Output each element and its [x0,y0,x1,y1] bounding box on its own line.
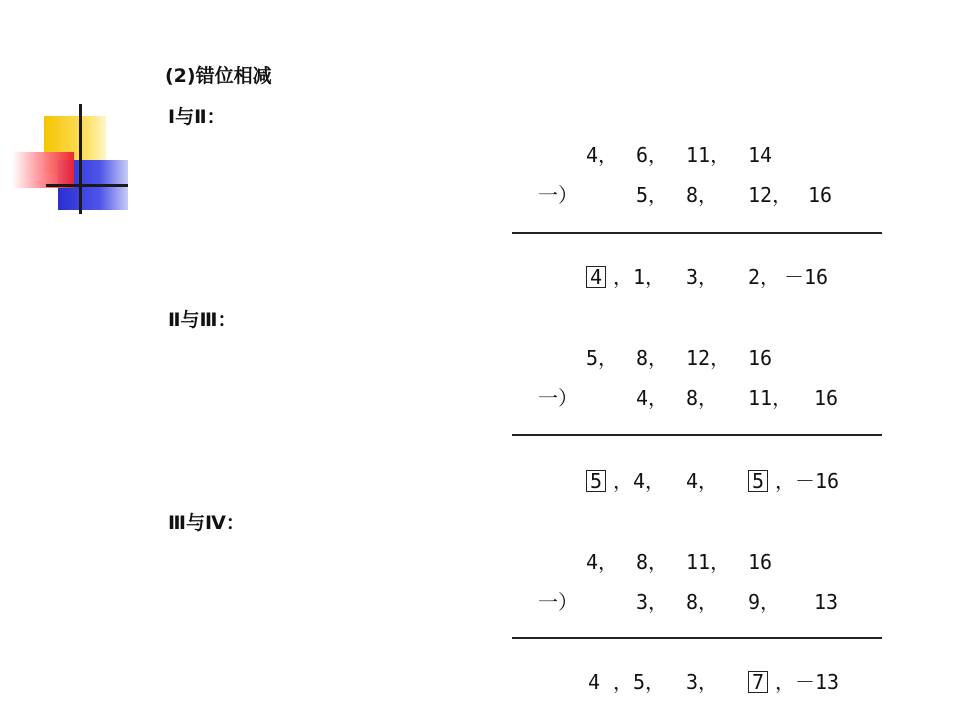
result-value: ，4， [613,469,666,493]
logo-vertical-line [79,104,82,214]
top-value: 16 [748,346,773,370]
bottom-value: 8， [686,183,719,207]
boxed-result: 7 [748,671,768,693]
top-value: 14 [748,143,773,167]
bottom-value: 5， [636,183,669,207]
result-value [586,469,606,493]
boxed-result: 5 [748,470,768,492]
logo-red-square [12,152,74,188]
result-value: ，5， [613,670,666,694]
bottom-value: 9， [748,590,781,614]
decorative-logo [0,0,140,230]
block-label: Ⅲ与Ⅳ： [168,512,245,534]
subtraction-rule [512,232,882,234]
bottom-value: 8， [686,590,719,614]
bottom-value: 11， [748,386,793,410]
minus-operator: 一） [538,183,578,207]
top-value: 4， [586,550,619,574]
section-title: (2)错位相减 [165,65,272,87]
bottom-value: 13 [814,590,839,614]
result-value: ，1， [613,265,666,289]
bottom-value: 4， [636,386,669,410]
top-value: 8， [636,550,669,574]
bottom-value: 3， [636,590,669,614]
bottom-value: 12， [748,183,793,207]
subtraction-rule [512,637,882,639]
result-value: 3， [686,670,719,694]
result-value [748,670,768,694]
top-value: 8， [636,346,669,370]
result-value: 3， [686,265,719,289]
minus-operator: 一） [538,386,578,410]
top-value: 6， [636,143,669,167]
result-value: －16 [784,265,829,289]
top-value: 11， [686,550,731,574]
top-value: 16 [748,550,773,574]
result-value: 2， [748,265,781,289]
result-value: ，－13 [775,670,840,694]
bottom-value: 16 [808,183,833,207]
top-value: 11， [686,143,731,167]
block-label: Ⅱ与Ⅲ： [168,309,237,331]
top-value: 12， [686,346,731,370]
result-value: 4， [686,469,719,493]
result-value: ，－16 [775,469,840,493]
bottom-value: 8， [686,386,719,410]
logo-horizontal-line [46,184,128,187]
bottom-value: 16 [814,386,839,410]
top-value: 5， [586,346,619,370]
subtraction-rule [512,434,882,436]
block-label: Ⅰ与Ⅱ： [168,106,226,128]
minus-operator: 一） [538,590,578,614]
result-value [748,469,768,493]
boxed-result: 4 [586,266,606,288]
result-value [586,265,606,289]
boxed-result: 5 [586,470,606,492]
result-value: 4 [588,670,601,694]
top-value: 4， [586,143,619,167]
